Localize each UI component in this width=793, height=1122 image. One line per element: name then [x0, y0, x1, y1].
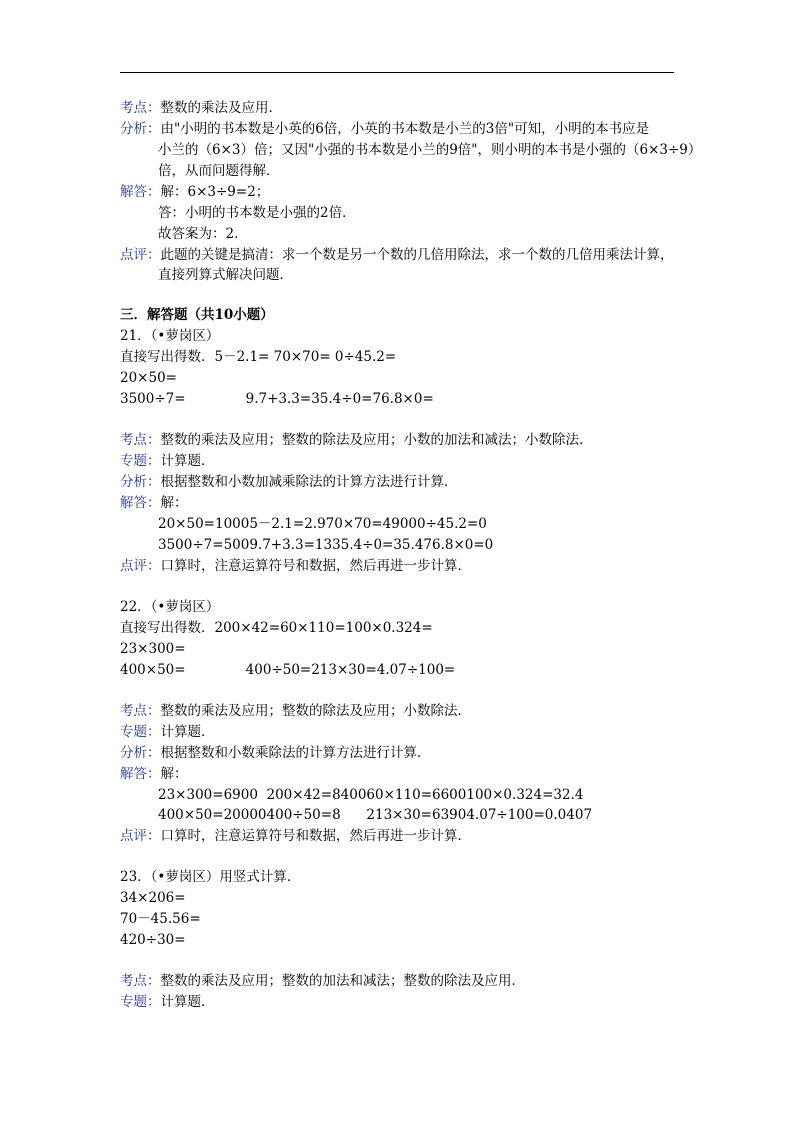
zhuanti-label: 专题： — [120, 994, 161, 1010]
q21-dianping-line — [120, 557, 471, 575]
q21-line-3: 3500÷7= 9.7+3.3=35.4÷0=76.8×0= — [120, 391, 434, 407]
q21-jieda-text-2: 20×50=10005－2.1=2.970×70=49000÷45.2=0 — [158, 516, 487, 532]
q21-jieda-text-3: 3500÷7=5009.7+3.3=1335.4÷0=35.476.8×0=0 — [158, 537, 494, 553]
q21-dianping-text: 口算时，注意运算符号和数据，然后再进一步计算． — [160, 558, 471, 574]
q22-line-2: 23×300= — [120, 641, 186, 657]
q23-kaodian-text: 整数的乘法及应用；整数的加法和减法；整数的除法及应用． — [160, 973, 525, 989]
q21-line-1: 直接写出得数．5－2.1= 70×70= 0÷45.2= — [120, 349, 397, 365]
dianping-label: 点评： — [120, 828, 161, 844]
prev-jieda-text-2: 答：小明的书本数是小强的2倍． — [158, 205, 356, 221]
q22-jieda-text-3: 400×50=20000400÷50=8 213×30=63904.07÷100=0.0407 — [158, 807, 593, 823]
q21-fenxi-text: 根据整数和小数加减乘除法的计算方法进行计算． — [160, 474, 458, 490]
q22-dianping-line — [120, 827, 471, 845]
q21-zhuanti-line — [120, 452, 215, 470]
fenxi-label: 分析： — [120, 745, 161, 761]
header-rule — [120, 72, 674, 73]
dianping-label: 点评： — [120, 247, 161, 263]
zhuanti-label: 专题： — [120, 453, 161, 469]
q23-zhuanti-line — [120, 993, 215, 1011]
q22-jieda-line — [120, 765, 188, 783]
q22-jieda-text-2: 23×300=6900 200×42=840060×110=6600100×0.324=32.4 — [158, 787, 584, 803]
q23-line-2: 70－45.56= — [120, 911, 201, 927]
q21-fenxi-line — [120, 473, 458, 491]
q22-kaodian-line — [120, 702, 471, 720]
prev-kaodian-line — [120, 99, 282, 117]
q23-line-3: 420÷30= — [120, 932, 186, 948]
dianping-label: 点评： — [120, 558, 161, 574]
q22-dianping-text: 口算时，注意运算符号和数据，然后再进一步计算． — [160, 828, 471, 844]
q23-line-1: 34×206= — [120, 890, 186, 906]
prev-dianping-line — [120, 246, 674, 264]
q21-jieda-line — [120, 494, 188, 512]
zhuanti-label: 专题： — [120, 724, 161, 740]
prev-jieda-text-3: 故答案为：2． — [158, 226, 248, 242]
q23-header: 23．（•萝岗区）用竖式计算． — [120, 869, 301, 885]
q21-header: 21．（•萝岗区） — [120, 328, 220, 344]
q22-jieda-text-1: 解： — [160, 766, 188, 782]
prev-kaodian-text: 整数的乘法及应用． — [160, 100, 282, 116]
kaodian-label: 考点： — [120, 973, 161, 989]
fenxi-label: 分析： — [120, 474, 161, 490]
q21-kaodian-text: 整数的乘法及应用；整数的除法及应用；小数的加法和减法；小数除法． — [160, 432, 593, 448]
kaodian-label: 考点： — [120, 432, 161, 448]
kaodian-label: 考点： — [120, 703, 161, 719]
jieda-label: 解答： — [120, 184, 161, 200]
q22-kaodian-text: 整数的乘法及应用；整数的除法及应用；小数除法． — [160, 703, 471, 719]
jieda-label: 解答： — [120, 766, 161, 782]
prev-jieda-line — [120, 183, 269, 201]
jieda-label: 解答： — [120, 495, 161, 511]
q22-fenxi-line — [120, 744, 431, 762]
q21-zhuanti-text: 计算题． — [160, 453, 215, 469]
q23-zhuanti-text: 计算题． — [160, 994, 215, 1010]
fenxi-label: 分析： — [120, 121, 161, 137]
section-heading: 三．解答题（共10小题） — [120, 307, 274, 323]
prev-dianping-text-2: 直接列算式解决问题． — [158, 267, 293, 283]
q23-kaodian-line — [120, 972, 525, 990]
q21-line-2: 20×50= — [120, 370, 177, 386]
prev-dianping-text-1: 此题的关键是搞清：求一个数是另一个数的几倍用除法，求一个数的几倍用乘法计算， — [160, 247, 674, 263]
kaodian-label: 考点： — [120, 100, 161, 116]
q22-line-1: 直接写出得数．200×42=60×110=100×0.324= — [120, 620, 433, 636]
q22-zhuanti-text: 计算题． — [160, 724, 215, 740]
prev-fenxi-text-3: 倍，从而问题得解． — [158, 163, 280, 179]
prev-fenxi-text-2: 小兰的（6×3）倍；又因"小强的书本数是小兰的9倍"，则小明的本书是小强的（6×3÷9） — [158, 142, 702, 158]
prev-fenxi-line — [120, 120, 649, 138]
q22-header: 22．（•萝岗区） — [120, 599, 220, 615]
prev-jieda-text-1: 解：6×3÷9=2； — [160, 184, 270, 200]
q21-kaodian-line — [120, 431, 593, 449]
q21-jieda-text-1: 解： — [160, 495, 188, 511]
q22-zhuanti-line — [120, 723, 215, 741]
q22-line-3: 400×50= 400÷50=213×30=4.07÷100= — [120, 662, 456, 678]
prev-fenxi-text-1: 由"小明的书本数是小英的6倍，小英的书本数是小兰的3倍"可知，小明的本书应是 — [160, 121, 650, 137]
q22-fenxi-text: 根据整数和小数乘除法的计算方法进行计算． — [160, 745, 431, 761]
